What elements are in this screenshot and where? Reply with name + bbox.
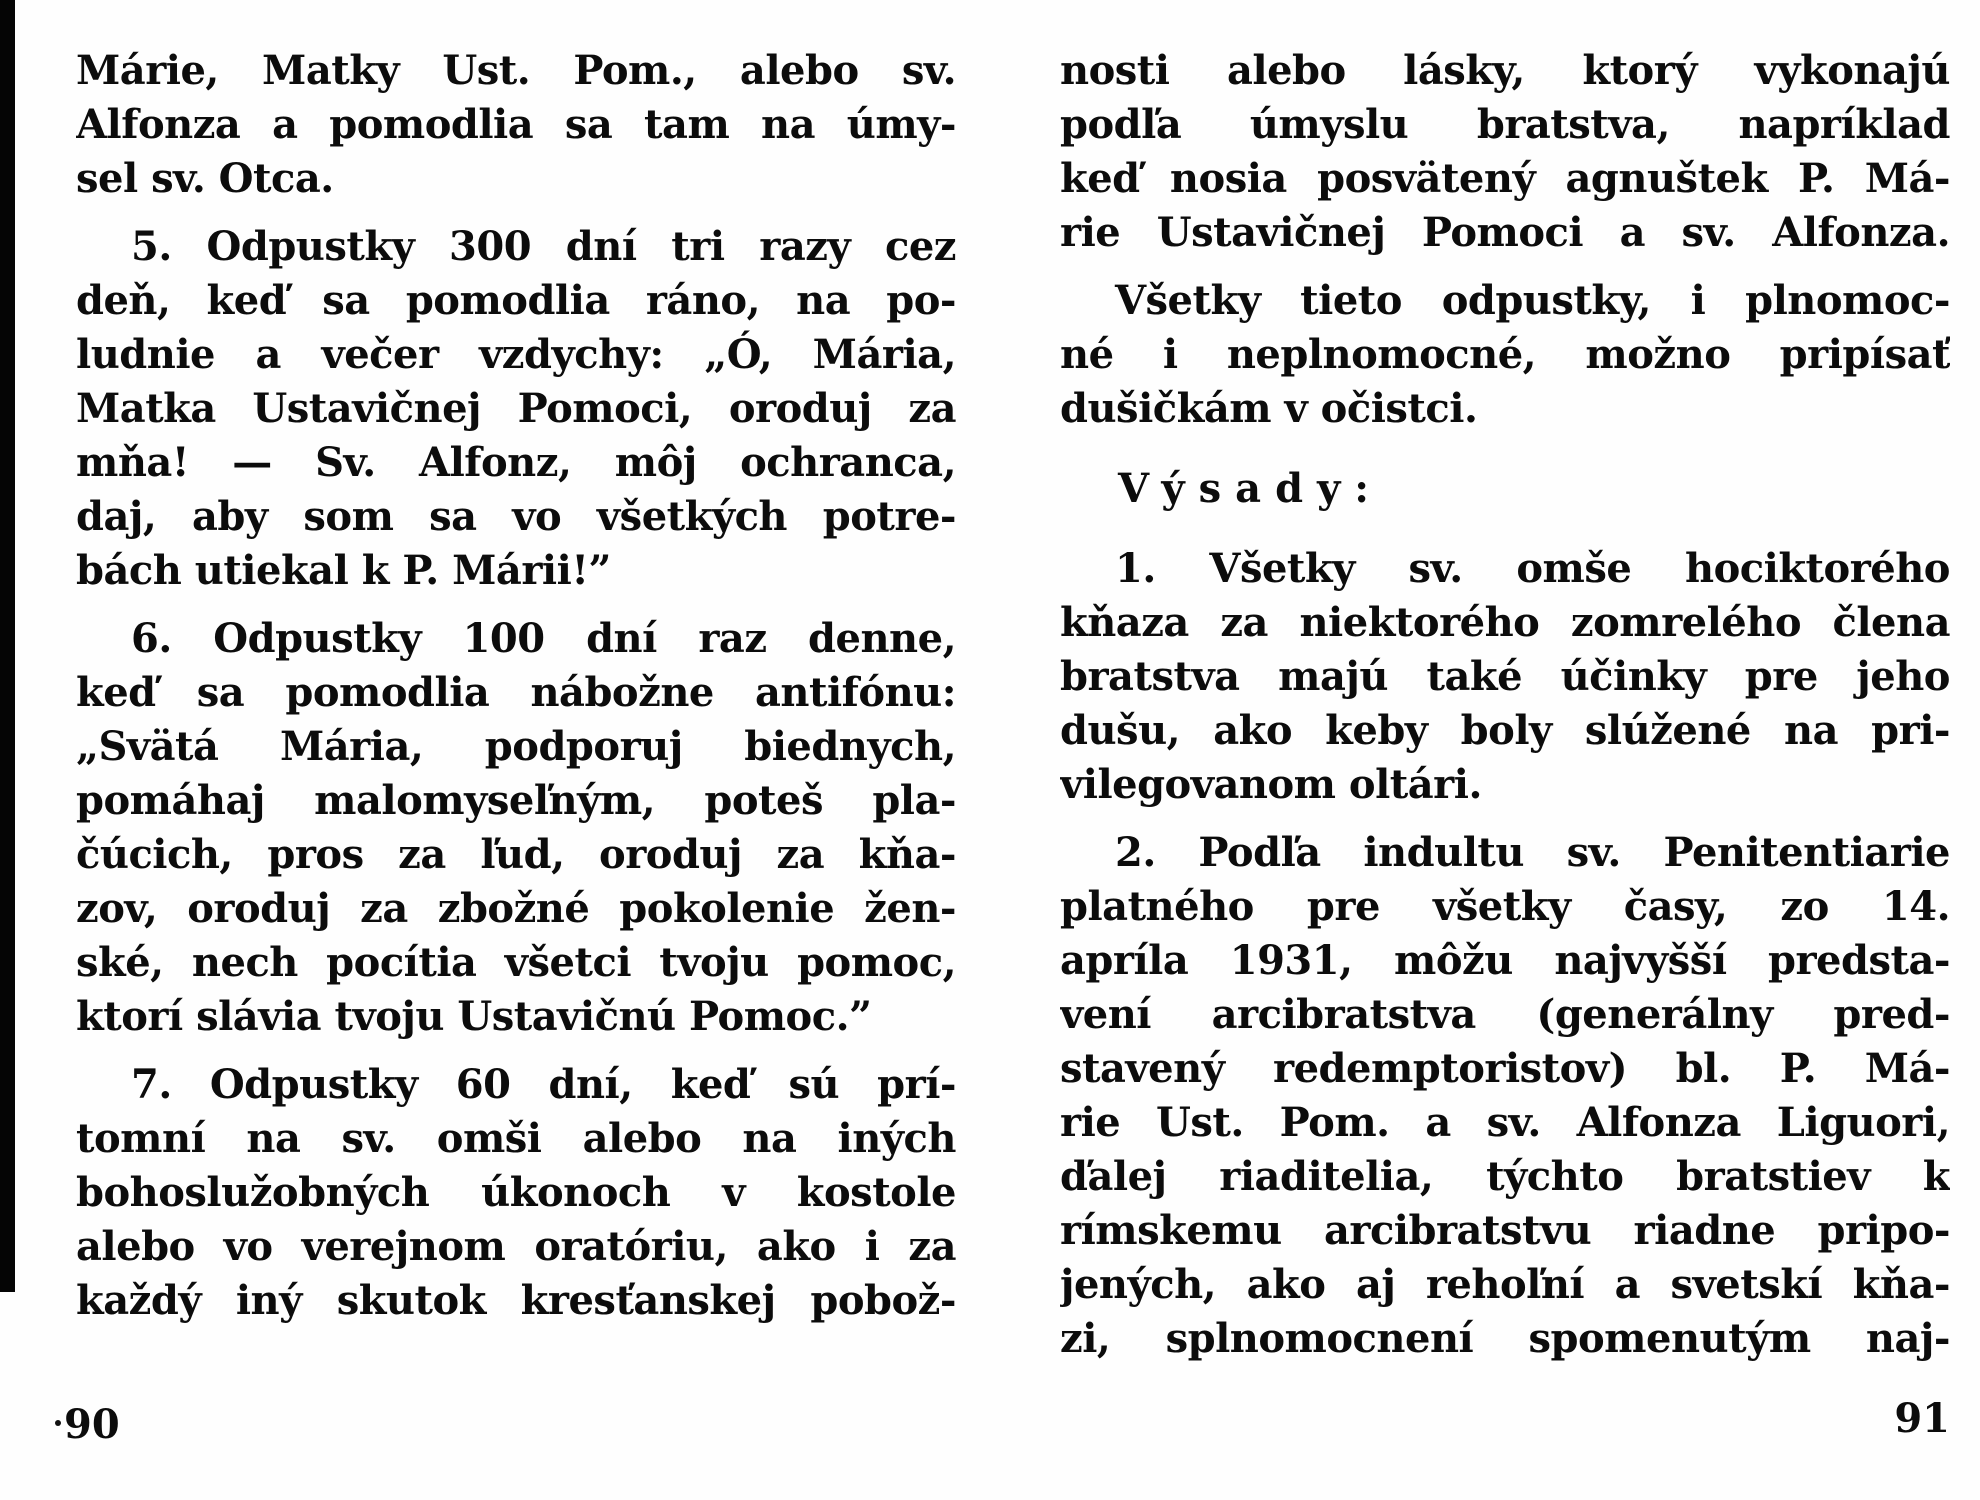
text-line: 2. Podľa indultu sv. Penitentiarie xyxy=(1115,829,1950,876)
text-line: bách utiekal k P. Márii!” xyxy=(76,547,611,594)
text-line: stavený redemptoristov) bl. P. Má- xyxy=(1060,1045,1950,1092)
text-line: Márie, Matky Ust. Pom., alebo sv. xyxy=(76,47,956,94)
text-line: kňaza za niektorého zomrelého člena xyxy=(1060,599,1950,646)
page-number-left: 90 xyxy=(64,1401,120,1448)
ink-speck xyxy=(55,1420,61,1426)
text-line: nosti alebo lásky, ktorý vykonajú xyxy=(1060,47,1950,94)
text-line: daj, aby som sa vo všetkých potre- xyxy=(76,493,956,540)
text-line: zi, splnomocnení spomenutým naj- xyxy=(1060,1315,1950,1362)
text-line: čúcich, pros za ľud, oroduj za kňa- xyxy=(76,831,956,878)
page-number-right: 91 xyxy=(1894,1395,1950,1442)
text-line: ské, nech pocítia všetci tvoju pomoc, xyxy=(76,939,956,986)
text-line: alebo vo verejnom oratóriu, ako i za xyxy=(76,1223,956,1270)
text-line: rie Ustavičnej Pomoci a sv. Alfonza. xyxy=(1060,209,1950,256)
paragraph xyxy=(1060,44,1950,260)
text-line: keď sa pomodlia nábožne antifónu: xyxy=(76,669,956,716)
scan-gutter-bar xyxy=(0,0,15,1292)
paragraph xyxy=(76,1058,956,1328)
text-line: každý iný skutok kresťanskej pobož- xyxy=(76,1277,956,1324)
text-line: Všetky tieto odpustky, i plnomoc- xyxy=(1115,277,1950,324)
text-line: podľa úmyslu bratstva, napríklad xyxy=(1060,101,1950,148)
text-line: 6. Odpustky 100 dní raz denne, xyxy=(131,615,956,662)
paragraph xyxy=(1060,826,1950,1366)
text-line: sel sv. Otca. xyxy=(76,155,334,202)
text-line: 5. Odpustky 300 dní tri razy cez xyxy=(131,223,956,270)
text-line: tomní na sv. omši alebo na iných xyxy=(76,1115,956,1162)
text-line: zov, oroduj za zbožné pokolenie žen- xyxy=(76,885,956,932)
text-line: ďalej riaditelia, týchto bratstiev k xyxy=(1060,1153,1950,1200)
right-page-column xyxy=(1060,44,1950,1366)
text-line: pomáhaj malomyseľným, poteš pla- xyxy=(76,777,956,824)
text-line: bratstva majú také účinky pre jeho xyxy=(1060,653,1950,700)
text-line: ludnie a večer vzdychy: „Ó, Mária, xyxy=(76,331,956,378)
paragraph xyxy=(76,44,956,206)
text-line: dušu, ako keby boly slúžené na pri- xyxy=(1060,707,1950,754)
paragraph xyxy=(76,220,956,598)
text-line: platného pre všetky časy, zo 14. xyxy=(1060,883,1950,930)
text-line: vení arcibratstva (generálny pred- xyxy=(1060,991,1950,1038)
paragraph xyxy=(76,612,956,1044)
text-line: rímskemu arcibratstvu riadne pripo- xyxy=(1060,1207,1950,1254)
section-heading: Výsady: xyxy=(1118,465,1384,512)
text-line: apríla 1931, môžu najvyšší predsta- xyxy=(1060,937,1950,984)
text-line: ktorí slávia tvoju Ustavičnú Pomoc.” xyxy=(76,993,872,1040)
text-line: né i neplnomocné, možno pripísať xyxy=(1060,331,1950,378)
text-line: vilegovanom oltári. xyxy=(1060,761,1482,808)
text-line: Alfonza a pomodlia sa tam na úmy- xyxy=(76,101,956,148)
paragraph xyxy=(1060,274,1950,436)
left-page-column xyxy=(76,44,956,1328)
text-line: 1. Všetky sv. omše hociktorého xyxy=(1115,545,1950,592)
text-line: 7. Odpustky 60 dní, keď sú prí- xyxy=(131,1061,956,1108)
text-line: bohoslužobných úkonoch v kostole xyxy=(76,1169,956,1216)
text-line: rie Ust. Pom. a sv. Alfonza Liguori, xyxy=(1060,1099,1950,1146)
text-line: Matka Ustavičnej Pomoci, oroduj za xyxy=(76,385,956,432)
text-line: jených, ako aj rehoľní a svetskí kňa- xyxy=(1060,1261,1950,1308)
text-line: mňa! — Sv. Alfonz, môj ochranca, xyxy=(76,439,956,486)
text-line: dušičkám v očistci. xyxy=(1060,385,1478,432)
text-line: keď nosia posvätený agnuštek P. Má- xyxy=(1060,155,1950,202)
text-line: deň, keď sa pomodlia ráno, na po- xyxy=(76,277,956,324)
paragraph xyxy=(1060,542,1950,812)
text-line: „Svätá Mária, podporuj biednych, xyxy=(76,723,956,770)
